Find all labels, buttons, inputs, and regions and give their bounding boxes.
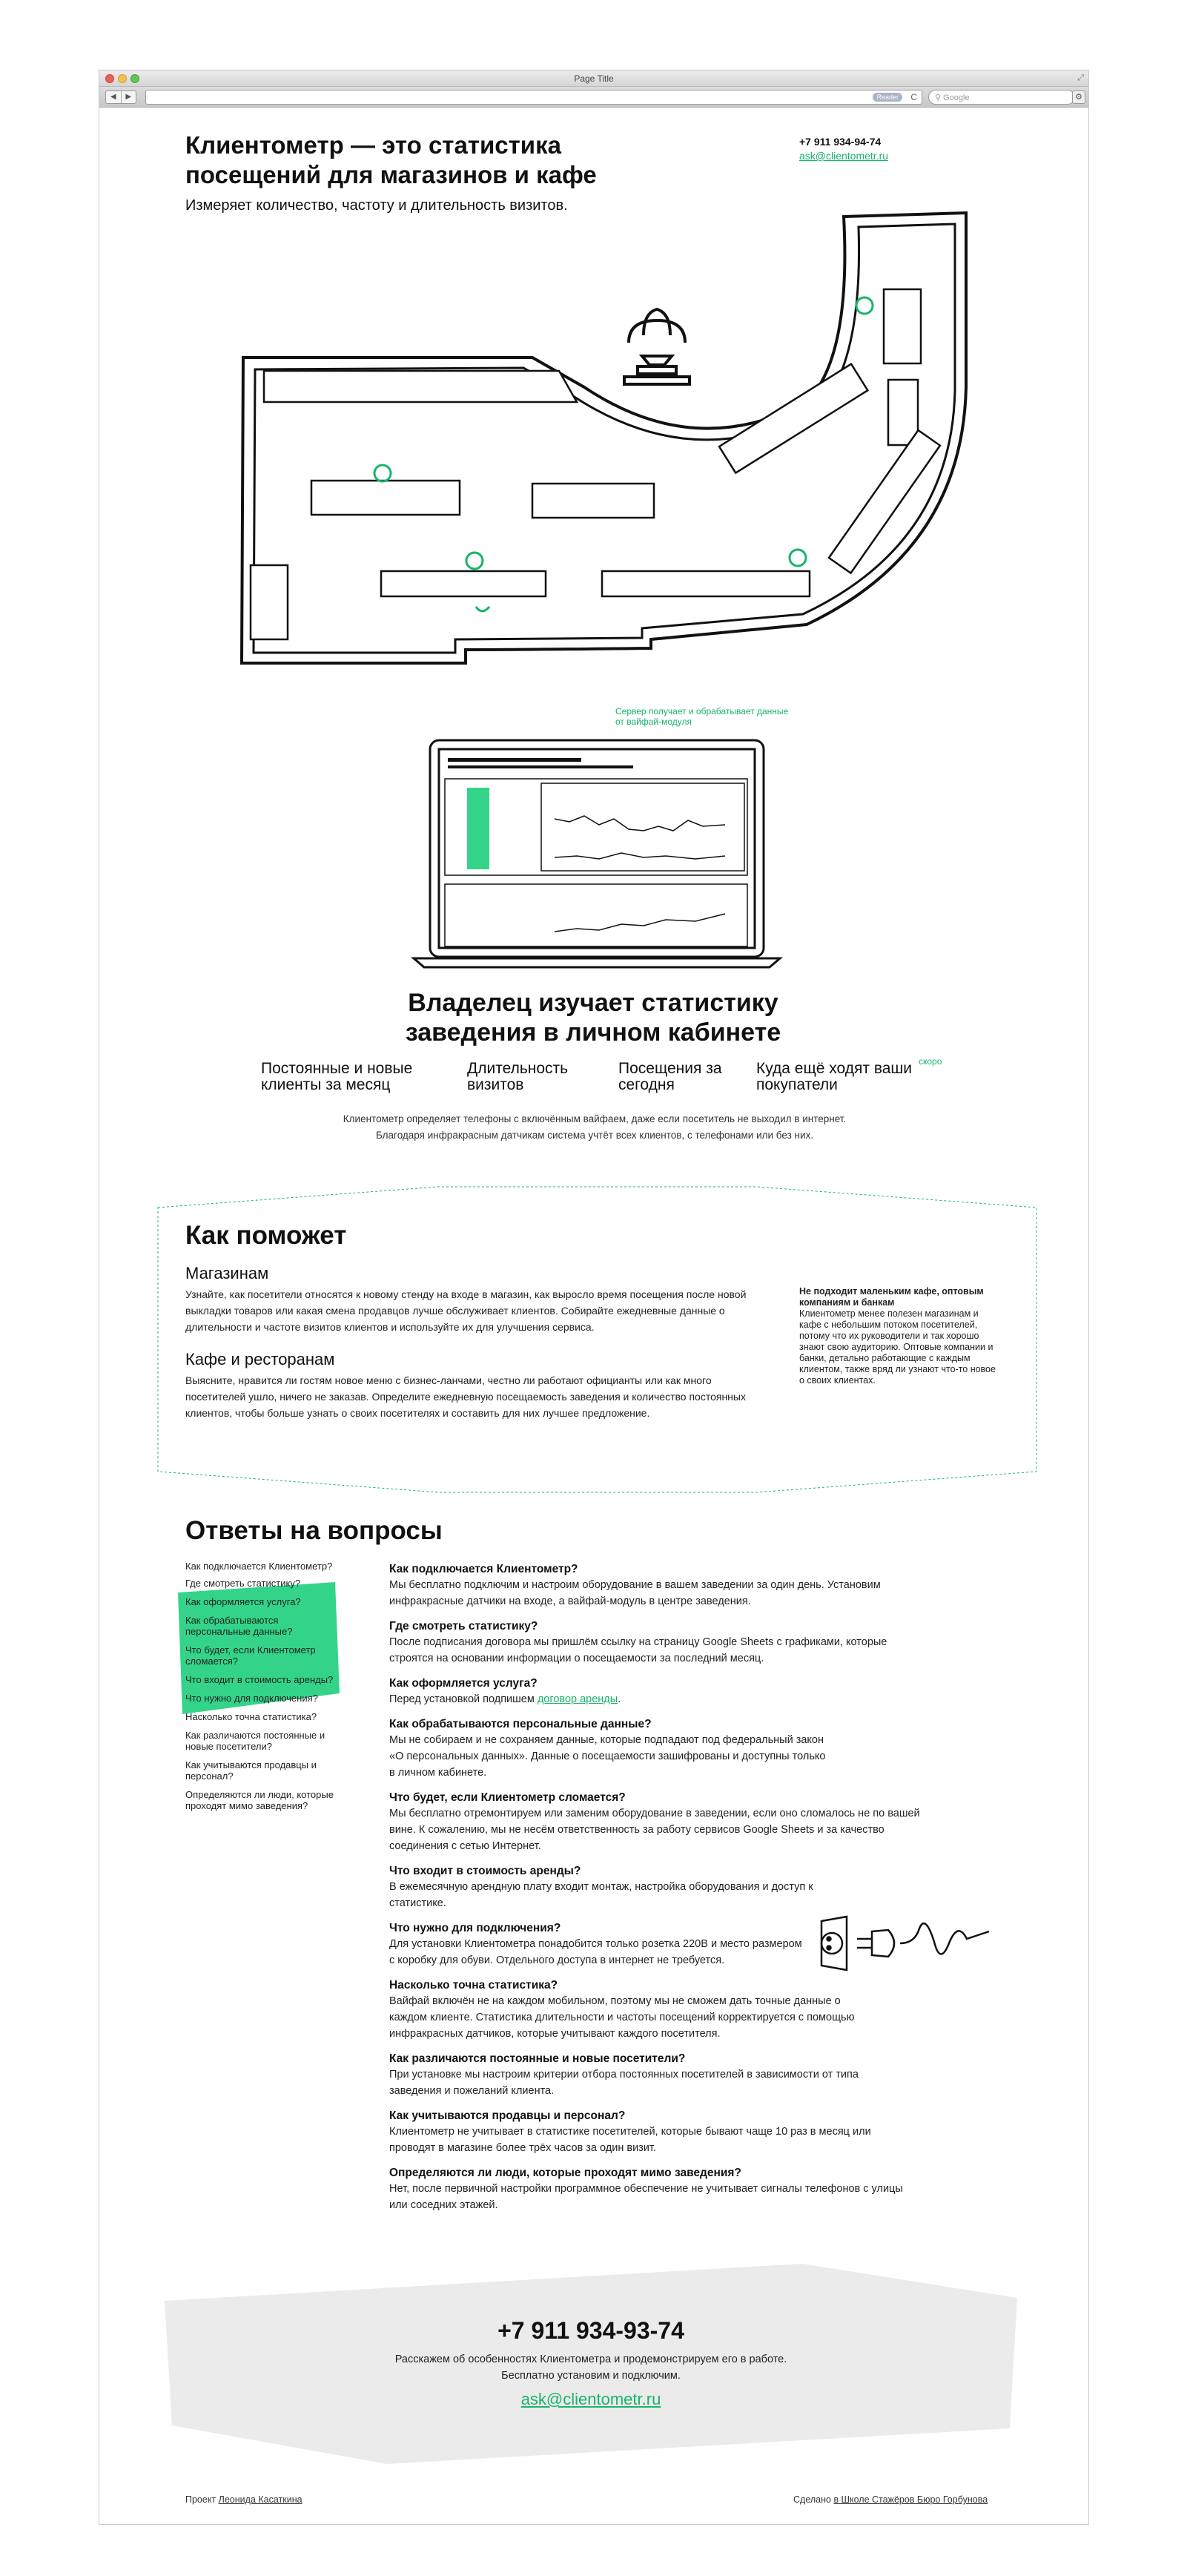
faq-item	[389, 1921, 804, 1969]
fullscreen-icon[interactable]: ⤢	[1077, 73, 1084, 82]
server-caption: Сервер получает и обрабатывает данные от вайфай-модуля	[615, 706, 789, 727]
faq-answer: Мы бесплатно подключим и настроим оборудование в вашем заведении за один день. Установим инфракрасные датчики на входе, а вайфай-модуль в центре заведения.	[389, 1579, 881, 1607]
settings-gear-icon[interactable]: ⚙	[1072, 90, 1085, 104]
note-line-2: Благодаря инфракрасным датчикам система учтёт всех клиентов, с телефонами или без них.	[375, 1130, 814, 1141]
faq-item	[389, 1717, 834, 1781]
toc-link-3[interactable]: Как обрабатываются персональные данные?	[185, 1615, 293, 1637]
forward-button[interactable]: ▶	[121, 91, 136, 103]
faq-question: Где смотреть статистику?	[389, 1620, 538, 1633]
address-bar[interactable]	[145, 90, 922, 105]
faq-item	[389, 1978, 864, 2042]
contact-line-1: Расскажем об особенностях Клиентометра и продемонстрируем его в работе.	[394, 2353, 787, 2365]
dashboard-title: Владелец изучает статистику заведения в личном кабинете	[405, 989, 781, 1047]
page-title: Клиентометр — это статистика посещений для магазинов и кафе	[185, 131, 597, 188]
toc-link-6[interactable]: Что нужно для подключения?	[185, 1693, 318, 1704]
shops-text: Узнайте, как посетители относятся к новому стенду на входе в магазин, как выросло время посещения после новой выкладки товаров или какая смена продавцов лучше обслуживает клиентов. Собирайте ежедневные данные о длительности и частоте визитов клиентов и используйте их для улучшения сервиса.	[185, 1288, 747, 1333]
faq-answer: При установке мы настроим критерии отбора постоянных посетителей в зависимости от типа заведения и пожеланий клиента.	[389, 2069, 859, 2097]
faq-answer: Для установки Клиентометра понадобится только розетка 220В и место размером с коробку для обуви. Отдельного доступа в интернет не требуется.	[389, 1938, 802, 1966]
footer-author-prefix: Проект	[185, 2494, 219, 2505]
faq-question: Как обрабатываются персональные данные?	[389, 1718, 652, 1730]
toc-link-5[interactable]: Что входит в стоимость аренды?	[185, 1674, 334, 1685]
faq-question: Как учитываются продавцы и персонал?	[389, 2109, 626, 2122]
browser-toolbar	[99, 87, 1088, 108]
faq-list	[389, 1562, 923, 2223]
shops-title: Магазинам	[185, 1264, 269, 1282]
stat-regular-new: Постоянные и новые клиенты за месяц	[261, 1060, 413, 1093]
faq-answer: В ежемесячную арендную плату входит монтаж, настройка оборудования и доступ к статистике.	[389, 1881, 813, 1909]
laptop-dashboard-illustration	[429, 739, 792, 973]
stat-duration: Длительность визитов	[467, 1060, 569, 1093]
lease-contract-link[interactable]: договор аренды	[537, 1693, 618, 1705]
faq-item	[389, 1619, 923, 1667]
nav-buttons	[105, 90, 136, 104]
stats-row	[261, 1056, 965, 1098]
soon-badge: скоро	[919, 1056, 942, 1067]
faq-item	[389, 1676, 923, 1707]
search-placeholder: Google	[943, 93, 970, 102]
toc-link-8[interactable]: Как различаются постоянные и новые посетители?	[185, 1730, 325, 1752]
toc-link-9[interactable]: Как учитываются продавцы и персонал?	[185, 1759, 317, 1782]
faq-answer-text: Перед установкой подпишем	[389, 1693, 538, 1705]
faq-question: Что будет, если Клиентометр сломается?	[389, 1791, 626, 1804]
faq-question: Определяются ли люди, которые проходят мимо заведения?	[389, 2167, 741, 2179]
school-link[interactable]: в Школе Стажёров Бюро Горбунова	[833, 2494, 988, 2505]
shop-floor-plan-illustration	[236, 209, 970, 669]
faq-question: Как различаются постоянные и новые посетители?	[389, 2052, 686, 2065]
faq-item	[389, 2109, 893, 2156]
reload-icon[interactable]: C	[910, 92, 917, 102]
how-section	[157, 1182, 1036, 1501]
faq-question: Что входит в стоимость аренды?	[389, 1865, 581, 1877]
faq-question: Как оформляется услуга?	[389, 1677, 538, 1690]
footer-author	[185, 2494, 302, 2505]
faq-item	[389, 1864, 834, 1911]
toc-link-10[interactable]: Определяются ли люди, которые проходят мимо заведения?	[185, 1789, 334, 1811]
faq-answer	[389, 1691, 923, 1707]
faq-question: Как подключается Клиентометр?	[389, 1563, 578, 1575]
faq-answer: Клиентометр не учитывает в статистике посетителей, которые бывают чаще 10 раз в месяц или проводят в магазине более трёх часов за один визит.	[389, 2126, 871, 2154]
back-button[interactable]: ◀	[110, 93, 116, 101]
faq-item	[389, 1791, 923, 1854]
contact-text	[165, 2351, 1017, 2384]
search-icon: ⚲	[935, 93, 944, 102]
aside-title: Не подходит маленьким кафе, оптовым компаниям и банкам	[799, 1286, 984, 1308]
search-input[interactable]	[928, 90, 1075, 105]
note-line-1: Клиентометр определяет телефоны с включённым вайфаем, даже если посетитель не выходил в интернет.	[343, 1113, 847, 1124]
cafes-text: Выясните, нравится ли гостям новое меню с бизнес-ланчами, честно ли работают официанты или как много посетителей ушло, ничего не заказав. Определите ежедневную посещаемость заведения и количество постоянных клиентов, чтобы больше узнать о своих посетителях и составить для них лучшее предложение.	[185, 1374, 746, 1419]
not-suitable-aside	[799, 1286, 999, 1386]
contact-line-2: Бесплатно установим и подключим.	[501, 2370, 681, 2382]
faq-answer: Вайфай включён не на каждом мобильном, поэтому мы не сможем дать точные данные о каждом клиенте. Статистика длительности и частоты посещений корректируется с помощью инфракрасных датчиков, которые учитывают каждого посетителя.	[389, 1995, 855, 2040]
footer-made-by	[793, 2494, 988, 2505]
contact-phone[interactable]: +7 911 934-93-74	[497, 2317, 684, 2344]
how-title: Как поможет	[185, 1221, 347, 1250]
faq-question: Что нужно для подключения?	[389, 1922, 561, 1934]
toc-link-0[interactable]: Как подключается Клиентометр?	[185, 1561, 333, 1572]
title-bar	[99, 70, 1088, 87]
dashboard-note	[261, 1111, 928, 1144]
header-phone[interactable]: +7 911 934-94-74	[799, 136, 882, 148]
author-link[interactable]: Леонида Касаткина	[218, 2494, 302, 2505]
reader-button[interactable]: Reader	[873, 93, 902, 102]
fountain	[624, 309, 690, 384]
wifi-sensors	[374, 297, 873, 611]
socket-plug-illustration	[814, 1914, 992, 1973]
cafes-title: Кафе и ресторанам	[185, 1350, 335, 1368]
toc-link-4[interactable]: Что будет, если Клиентометр сломается?	[185, 1644, 316, 1667]
aside-text: Клиентометр менее полезен магазинам и кафе с небольшим потоком посетителей, потому что их руководители и так хорошо знают свою аудиторию. Оптовые компании и банки, детально работающие с каждым клиентом, также вряд ли узнают что-то новое о своих клиентах.	[799, 1308, 996, 1386]
faq-answer: Мы не собираем и не сохраняем данные, которые подпадают под федеральный закон «О персональных данных». Данные о посещаемости зашифрованы и доступны только в личном кабинете.	[389, 1734, 826, 1779]
toc-link-7[interactable]: Насколько точна статистика?	[185, 1711, 317, 1722]
faq-question: Насколько точна статистика?	[389, 1979, 558, 1992]
contact-email-link[interactable]: ask@clientometr.ru	[520, 2390, 661, 2408]
toc-link-1[interactable]: Где смотреть статистику?	[185, 1578, 301, 1589]
faq-title: Ответы на вопросы	[185, 1516, 443, 1545]
footer-made-prefix: Сделано	[793, 2494, 834, 2505]
stat-today: Посещения за сегодня	[618, 1060, 722, 1093]
faq-answer-end: .	[618, 1693, 621, 1705]
stat-other-places: Куда ещё ходят ваши покупатели	[756, 1060, 913, 1093]
faq-answer: После подписания договора мы пришлём ссылку на страницу Google Sheets с графиками, которые строятся на основании информации о посещаемости за последний месяц.	[389, 1636, 887, 1664]
header-email-link[interactable]: ask@clientometr.ru	[799, 150, 889, 162]
dashboard-highlight	[467, 788, 489, 869]
faq-item	[389, 1562, 923, 1610]
faq-item	[389, 2166, 908, 2213]
toc-link-2[interactable]: Как оформляется услуга?	[185, 1596, 301, 1607]
faq-toc	[185, 1561, 341, 1811]
faq-answer: Мы бесплатно отремонтируем или заменим оборудование в заведении, если оно сломалось не по вашей вине. К сожалению, мы не несём ответственность за работу сервисов Google Sheets и за качество соединения с сетью Интернет.	[389, 1808, 920, 1852]
contact-section	[165, 2264, 1017, 2464]
lead-text: Измеряет количество, частоту и длительность визитов.	[185, 197, 568, 214]
faq-answer: Нет, после первичной настройки программное обеспечение не учитывает сигналы телефонов с улицы или соседних этажей.	[389, 2183, 903, 2211]
window-title: Page Title	[574, 73, 614, 84]
faq-item	[389, 2052, 864, 2099]
